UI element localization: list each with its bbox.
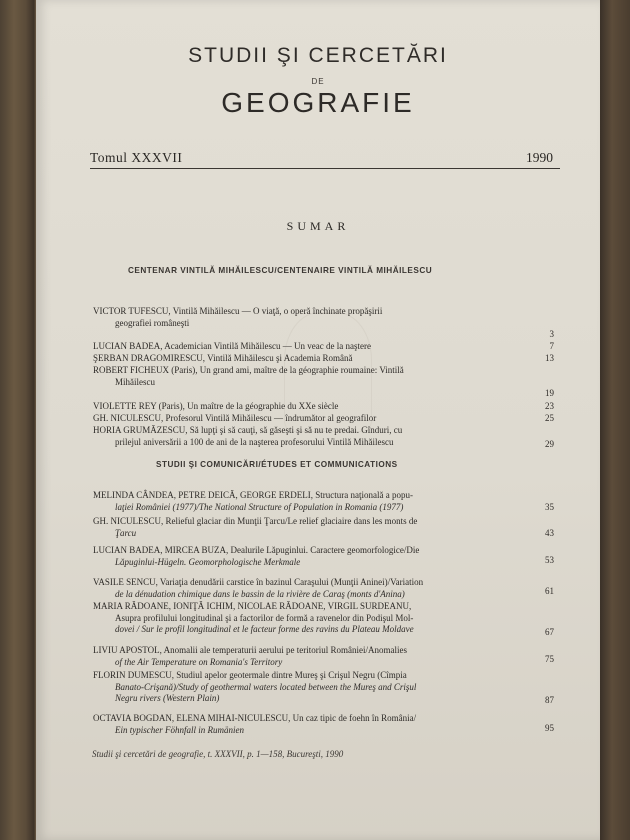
toc-entry-line: LUCIAN BADEA, MIRCEA BUZA, Dealurile Lăpuginlui. Caractere geomorfologice/Die	[93, 545, 420, 555]
toc-entry-line: FLORIN DUMESCU, Studiul apelor geotermale dintre Mureş şi Crişul Negru (Cîmpia	[93, 670, 407, 680]
toc-page-number: 43	[545, 528, 554, 538]
journal-page	[36, 0, 600, 840]
toc-entry-line: Negru rivers (Western Plain)	[115, 693, 220, 703]
toc-entry	[93, 713, 509, 736]
toc-entry	[93, 601, 509, 636]
toc-entry-line: ROBERT FICHEUX (Paris), Un grand ami, maître de la géographie roumaine: Vintilă	[93, 365, 404, 375]
toc-entry-line: Lăpuginlui-Hügeln. Geomorphologische Merkmale	[115, 556, 301, 567]
toc-entry-line: dovei / Sur le profil longitudinal et le facteur forme des ravins du Plateau Moldave	[115, 624, 414, 634]
toc-page-number: 23	[545, 401, 554, 411]
toc-entry	[93, 670, 509, 705]
toc-entry	[93, 425, 509, 448]
toc-entry-line: GH. NICULESCU, Profesorul Vintilă Mihăilescu — îndrumător al geografilor	[93, 413, 377, 423]
toc-page-number: 75	[545, 654, 554, 664]
toc-page-number: 53	[545, 555, 554, 565]
toc-entry-line: prilejul aniversării a 100 de ani de la naşterea profesorului Vintilă Mihăilescu	[115, 436, 394, 447]
toc-entry-line: VICTOR TUFESCU, Vintilă Mihăilescu — O viaţă, o operă închinate propăşirii	[93, 306, 383, 316]
toc-entry-line: LUCIAN BADEA, Academician Vintilă Mihăilescu — Un veac de la naştere	[93, 341, 371, 351]
toc-page-number: 61	[545, 586, 554, 596]
toc-page-number: 25	[545, 413, 554, 423]
toc-entry-line: MARIA RĂDOANE, IONIŢĂ ICHIM, NICOLAE RĂDOANE, VIRGIL SURDEANU,	[93, 601, 412, 611]
toc-entry	[93, 353, 509, 365]
toc-entry	[93, 645, 509, 668]
book-edge	[600, 0, 630, 840]
toc-entry-line: geografiei româneşti	[115, 317, 190, 328]
section-title: CENTENAR VINTILĂ MIHĂILESCU/CENTENAIRE VINTILĂ MIHĂILESCU	[128, 266, 433, 275]
toc-entry-line: GH. NICULESCU, Relieful glaciar din Munţii Ţarcu/Le relief glaciaire dans les monts de	[93, 516, 418, 526]
toc-entry-line: Asupra profilului longitudinal şi a factorilor de formă a ravenelor din Podişul Mol-	[115, 612, 414, 623]
toc-entry-line: of the Air Temperature on Romania's Territory	[115, 656, 283, 667]
toc-entry-line: VIOLETTE REY (Paris), Un maître de la géographie du XXe siècle	[93, 401, 339, 411]
toc-entry	[93, 577, 509, 600]
toc-page-number: 13	[545, 353, 554, 363]
toc-entry	[93, 401, 509, 413]
year-label: 1990	[526, 150, 553, 165]
journal-title-de: DE	[311, 77, 325, 86]
toc-page-number: 7	[549, 341, 554, 351]
toc-entry-line: VASILE SENCU, Variaţia denudării carstice în bazinul Caraşului (Munţii Aninei)/Variation	[93, 577, 424, 587]
toc-page-number: 35	[545, 502, 554, 512]
toc-entry-line: Ţarcu	[115, 527, 137, 538]
toc-entry-line: LIVIU APOSTOL, Anomalii ale temperaturii aerului pe teritoriul României/Anomalies	[93, 645, 408, 655]
toc-entry-line: ŞERBAN DRAGOMIRESCU, Vintilă Mihăilescu şi Academia Română	[93, 353, 353, 363]
toc-entry	[93, 341, 509, 353]
toc-entry-line: HORIA GRUMĂZESCU, Să lupţi şi să cauţi, să găseşti şi să nu te predai. Gînduri, cu	[93, 425, 403, 435]
journal-title-line2: GEOGRAFIE	[221, 87, 415, 118]
toc-entry-line: MELINDA CÂNDEA, PETRE DEICĂ, GEORGE ERDELI, Structura naţională a popu-	[93, 490, 413, 500]
section-title: STUDII ŞI COMUNICĂRI/ÉTUDES ET COMMUNICATIONS	[156, 460, 398, 469]
toc-page-number: 95	[545, 723, 554, 733]
contents-heading: SUMAR	[286, 219, 350, 233]
toc-entry-line: Ein typischer Föhnfall in Rumänien	[115, 724, 244, 735]
toc-entry-line: Banato-Crişană)/Study of geothermal waters located between the Mureş and Crişul	[115, 681, 417, 692]
toc-page-number: 87	[545, 695, 554, 705]
toc-entry-line: de la dénudation chimique dans le bassin de la rivière de Caraş (monts d'Anina)	[115, 588, 405, 599]
toc-entry	[93, 306, 509, 329]
toc-page-number: 3	[549, 329, 554, 339]
journal-title-line1: STUDII ŞI CERCETĂRI	[188, 44, 448, 67]
toc-entry-line: OCTAVIA BOGDAN, ELENA MIHAI-NICULESCU, Un caz tipic de foehn în România/	[93, 713, 417, 723]
toc-entry-line: Mihăilescu	[115, 376, 155, 387]
toc-page-number: 29	[545, 439, 554, 449]
toc-entry-line: laţiei României (1977)/The National Structure of Population in Romania (1977)	[115, 501, 404, 512]
toc-entry	[93, 413, 509, 425]
toc-entry	[93, 365, 509, 388]
toc-entry	[93, 490, 509, 513]
toc-entry	[93, 516, 509, 539]
publication-footer: Studii şi cercetări de geografie, t. XXXVII, p. 1—158, Bucureşti, 1990	[92, 749, 344, 759]
header-rule	[90, 168, 560, 169]
toc-page-number: 67	[545, 627, 554, 637]
volume-label: Tomul XXXVII	[90, 150, 183, 165]
toc-page-number: 19	[545, 388, 554, 398]
toc-entry	[93, 545, 509, 568]
